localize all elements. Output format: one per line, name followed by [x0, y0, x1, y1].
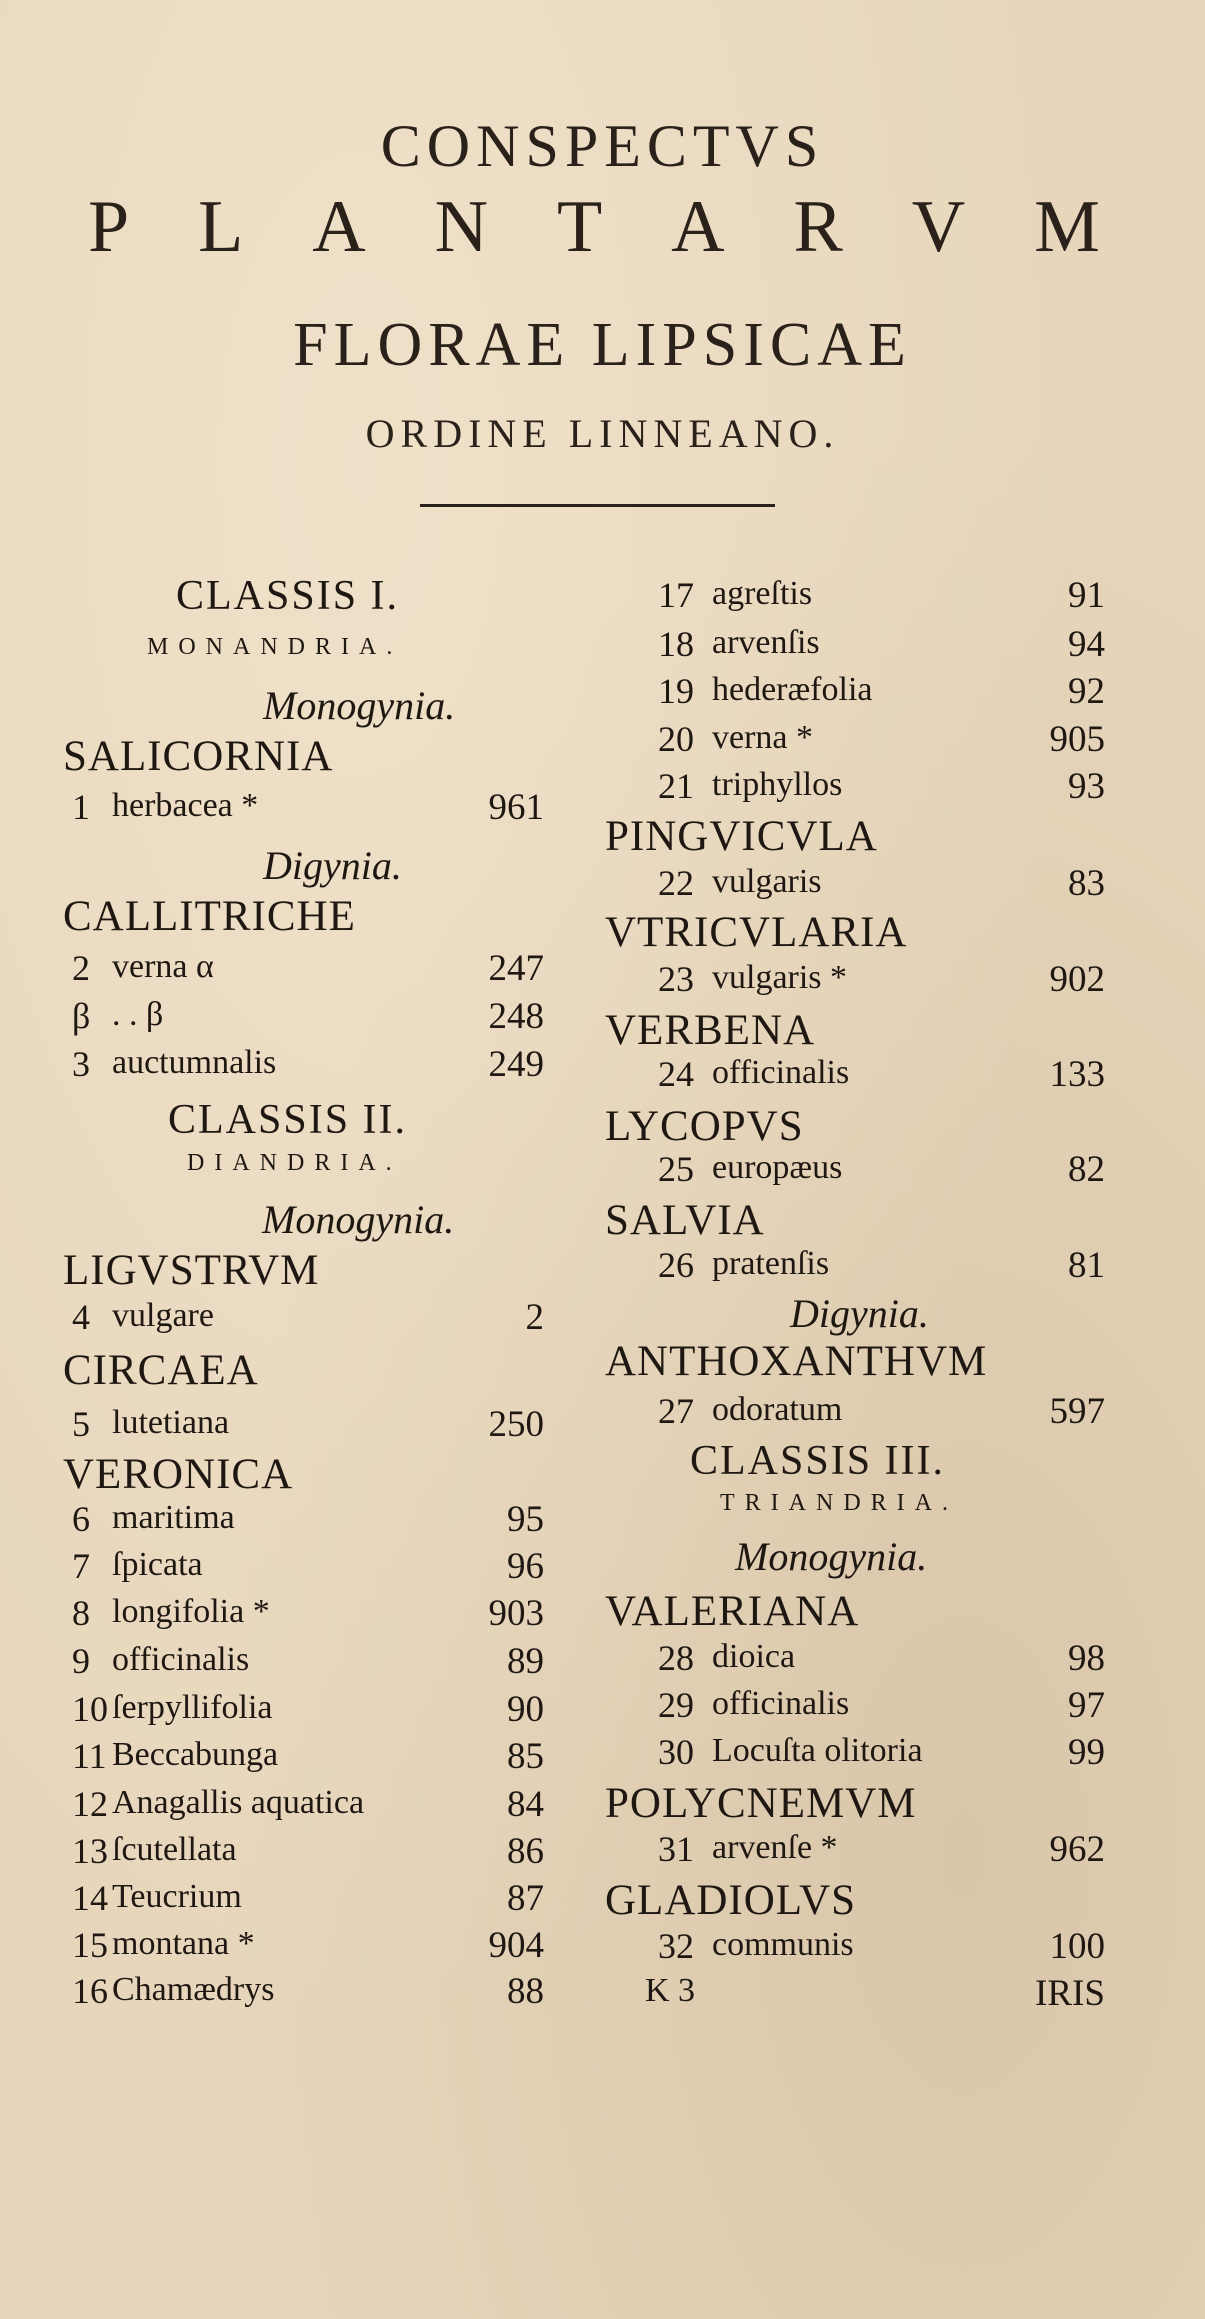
species-number: 2	[72, 948, 90, 988]
species-name: longifolia *	[112, 1593, 270, 1630]
page-reference: 91	[1068, 575, 1105, 616]
genus-heading: POLYCNEMVM	[605, 1780, 917, 1827]
species-number: 28	[658, 1638, 694, 1678]
page-reference: 92	[1068, 671, 1105, 712]
page-reference: 247	[488, 948, 544, 989]
catchword: IRIS	[1035, 1973, 1105, 2014]
species-number: 24	[658, 1054, 694, 1094]
page-reference: 903	[488, 1593, 544, 1634]
species-number: 5	[72, 1404, 90, 1444]
species-name: Chamædrys	[112, 1971, 275, 2008]
species-name: vulgaris *	[712, 959, 848, 996]
title-line-3: FLORAE LIPSICAE	[293, 311, 912, 379]
order-heading: MONANDRIA.	[147, 634, 403, 660]
species-name: Locuſta olitoria	[712, 1732, 923, 1769]
species-number: 19	[658, 671, 694, 711]
title-line-4: ORDINE LINNEANO.	[365, 411, 840, 456]
species-number: 13	[72, 1831, 108, 1871]
species-name: officinalis	[112, 1641, 250, 1678]
title-letter: V	[911, 186, 974, 268]
species-number: 7	[72, 1546, 90, 1586]
species-name: arvenſe *	[712, 1829, 838, 1866]
species-name: arvenſis	[712, 624, 820, 661]
species-name: ſerpyllifolia	[112, 1689, 273, 1726]
page-reference: 97	[1068, 1685, 1105, 1726]
species-number: 8	[72, 1593, 90, 1633]
page-reference: 902	[1049, 959, 1105, 1000]
suborder-heading: Monogynia.	[735, 1534, 928, 1579]
species-number: 14	[72, 1878, 108, 1918]
species-name: pratenſis	[712, 1245, 830, 1282]
species-number: 4	[72, 1297, 90, 1337]
class-heading: CLASSIS II.	[168, 1097, 408, 1143]
genus-heading: ANTHOXANTHVM	[605, 1338, 988, 1385]
genus-heading: CIRCAEA	[63, 1347, 259, 1394]
title-letter: N	[434, 186, 497, 268]
species-number: 25	[658, 1149, 694, 1189]
page-reference: 99	[1068, 1732, 1105, 1773]
species-number: 11	[72, 1736, 107, 1776]
species-number: 12	[72, 1784, 108, 1824]
suborder-heading: Monogynia.	[262, 1197, 455, 1242]
page-reference: 83	[1068, 863, 1105, 904]
page-reference: 962	[1049, 1829, 1105, 1870]
species-number: 32	[658, 1926, 694, 1966]
genus-heading: GLADIOLVS	[605, 1877, 857, 1924]
species-name: . . β	[112, 996, 164, 1033]
species-name: ſcutellata	[112, 1831, 237, 1868]
page-reference: 100	[1049, 1926, 1105, 1967]
page-reference: 904	[488, 1925, 544, 1966]
species-number: 1	[72, 787, 90, 827]
signature-mark: K 3	[645, 1972, 696, 2009]
species-number: 30	[658, 1732, 694, 1772]
order-heading: TRIANDRIA.	[720, 1490, 958, 1516]
genus-heading: SALICORNIA	[63, 733, 334, 780]
page-reference: 961	[488, 787, 544, 828]
species-number: 16	[72, 1971, 108, 2011]
page-reference: 93	[1068, 766, 1105, 807]
title-letter: A	[312, 186, 374, 268]
page-reference: 597	[1049, 1391, 1105, 1432]
species-name: Beccabunga	[112, 1736, 279, 1773]
species-number: 23	[658, 959, 694, 999]
species-number: 18	[658, 624, 694, 664]
page-reference: 82	[1068, 1149, 1105, 1190]
species-name: hederæfolia	[712, 671, 873, 708]
suborder-heading: Digynia.	[263, 843, 402, 888]
species-name: triphyllos	[712, 766, 843, 803]
divider-rule	[420, 504, 775, 507]
species-name: vulgaris	[712, 863, 822, 900]
title-letter: L	[198, 186, 252, 268]
page-reference: 98	[1068, 1638, 1105, 1679]
species-name: agreſtis	[712, 575, 813, 612]
species-number: 10	[72, 1689, 108, 1729]
species-name: officinalis	[712, 1054, 850, 1091]
species-number: 31	[658, 1829, 694, 1869]
species-name: dioica	[712, 1638, 796, 1675]
page-reference: 95	[507, 1499, 544, 1540]
species-number: 9	[72, 1641, 90, 1681]
species-number: 26	[658, 1245, 694, 1285]
species-number: 22	[658, 863, 694, 903]
page-reference: 250	[488, 1404, 544, 1445]
page-reference: 2	[525, 1297, 544, 1338]
species-name: officinalis	[712, 1685, 850, 1722]
species-number: 27	[658, 1391, 694, 1431]
genus-heading: VTRICVLARIA	[605, 909, 908, 956]
genus-heading: LYCOPVS	[605, 1103, 804, 1150]
species-number: 17	[658, 575, 694, 615]
title-letter: A	[671, 186, 733, 268]
class-heading: CLASSIS I.	[176, 573, 400, 619]
title-letter: T	[556, 186, 611, 268]
genus-heading: VERONICA	[63, 1451, 294, 1498]
page-reference: 133	[1049, 1054, 1105, 1095]
title-letter: R	[793, 186, 851, 268]
page-reference: 84	[507, 1784, 544, 1825]
title-line-2	[88, 185, 1108, 270]
title-letter: M	[1034, 186, 1108, 268]
page-reference: 85	[507, 1736, 544, 1777]
page-reference: 248	[488, 996, 544, 1037]
page-reference: 905	[1049, 719, 1105, 760]
species-number: 21	[658, 766, 694, 806]
species-name: europæus	[712, 1149, 843, 1186]
species-name: montana *	[112, 1925, 255, 1962]
order-heading: DIANDRIA.	[187, 1150, 402, 1176]
species-number: β	[72, 996, 91, 1036]
species-name: Teucrium	[112, 1878, 242, 1915]
species-name: Anagallis aquatica	[112, 1784, 365, 1821]
species-name: verna *	[712, 719, 814, 756]
class-heading: CLASSIS III.	[690, 1438, 946, 1484]
genus-heading: LIGVSTRVM	[63, 1247, 320, 1294]
species-number: 15	[72, 1925, 108, 1965]
species-name: herbacea *	[112, 787, 259, 824]
species-name: maritima	[112, 1499, 235, 1536]
page-reference: 249	[488, 1044, 544, 1085]
species-number: 20	[658, 719, 694, 759]
species-name: ſpicata	[112, 1546, 203, 1583]
page-reference: 90	[507, 1689, 544, 1730]
species-number: 3	[72, 1044, 90, 1084]
title-letter: P	[88, 186, 138, 268]
species-name: communis	[712, 1926, 854, 1963]
page-reference: 87	[507, 1878, 544, 1919]
genus-heading: PINGVICVLA	[605, 813, 878, 860]
genus-heading: VERBENA	[605, 1007, 816, 1054]
species-name: odoratum	[712, 1391, 843, 1428]
suborder-heading: Digynia.	[790, 1291, 929, 1336]
species-name: vulgare	[112, 1297, 214, 1334]
suborder-heading: Monogynia.	[263, 683, 456, 728]
page-reference: 96	[507, 1546, 544, 1587]
species-name: verna α	[112, 948, 214, 985]
species-name: auctumnalis	[112, 1044, 277, 1081]
species-name: lutetiana	[112, 1404, 230, 1441]
page-reference: 86	[507, 1831, 544, 1872]
genus-heading: SALVIA	[605, 1197, 765, 1244]
page-reference: 89	[507, 1641, 544, 1682]
title-line-1: CONSPECTVS	[380, 113, 825, 179]
page-reference: 81	[1068, 1245, 1105, 1286]
page-reference: 94	[1068, 624, 1105, 665]
genus-heading: CALLITRICHE	[63, 893, 356, 940]
genus-heading: VALERIANA	[605, 1588, 860, 1635]
page-reference: 88	[507, 1971, 544, 2012]
species-number: 29	[658, 1685, 694, 1725]
species-number: 6	[72, 1499, 90, 1539]
